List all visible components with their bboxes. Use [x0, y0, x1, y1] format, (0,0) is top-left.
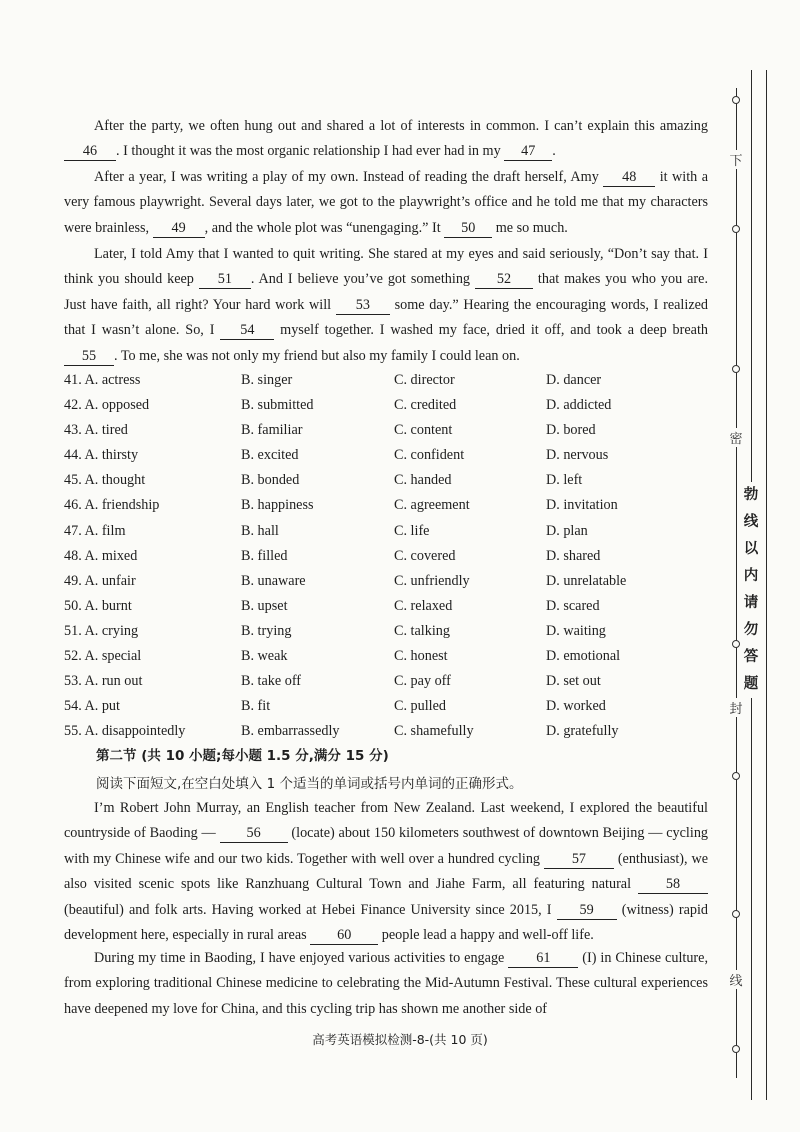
margin-mark-xian: 线 — [726, 970, 746, 989]
option-b[interactable]: B. familiar — [241, 422, 303, 439]
option-c[interactable]: C. handed — [394, 472, 452, 489]
option-row — [64, 695, 714, 720]
text-run: . — [552, 143, 556, 160]
option-a[interactable]: 43. A. tired — [64, 422, 128, 439]
text-run: . I thought it was the most organic relationship I had ever had in my — [116, 143, 505, 160]
option-a[interactable]: 53. A. run out — [64, 673, 143, 690]
option-row — [64, 369, 714, 394]
blank-55[interactable]: 55 — [64, 347, 114, 366]
option-a[interactable]: 44. A. thirsty — [64, 447, 139, 464]
margin-circle — [732, 910, 740, 918]
section-instruction: 阅读下面短文,在空白处填入 1 个适当的单词或括号内单词的正确形式。 — [96, 776, 523, 792]
option-row — [64, 520, 714, 545]
option-d[interactable]: D. dancer — [546, 372, 602, 388]
margin-line-inner — [736, 88, 737, 1078]
text-run: After the party, we often hung out and shared a lot of interests in common. I can’t explain this amazing — [94, 118, 708, 134]
text-run: (locate) about 150 kilometers southwest of downtown Beijing — cycling with my Chinese wife and our two kids. Together with well over a hundred cycling — [64, 825, 709, 867]
text-run: During my time in Baoding, I have enjoyed various activities to engage — [94, 950, 509, 966]
blank-51[interactable]: 51 — [199, 270, 251, 289]
option-a[interactable]: 47. A. film — [64, 522, 126, 539]
option-d[interactable]: D. waiting — [546, 622, 606, 639]
text-run: . To me, she was not only my friend but also my family I could lean on. — [114, 347, 520, 364]
option-row — [64, 570, 714, 595]
option-a[interactable]: 50. A. burnt — [64, 597, 132, 614]
option-c[interactable]: C. unfriendly — [394, 572, 470, 589]
option-d[interactable]: D. shared — [546, 547, 601, 564]
option-c[interactable]: C. agreement — [394, 497, 470, 514]
passage1-paragraph-3 — [64, 242, 708, 369]
option-a[interactable]: 41. A. actress — [64, 372, 141, 388]
option-c[interactable]: C. credited — [394, 397, 457, 414]
option-d[interactable]: D. set out — [546, 673, 601, 690]
option-row — [64, 469, 714, 494]
option-c[interactable]: C. director — [394, 372, 455, 388]
option-d[interactable]: D. plan — [546, 522, 588, 539]
option-c[interactable]: C. relaxed — [394, 597, 453, 614]
notice-char: 题 — [743, 676, 759, 692]
option-b[interactable]: B. bonded — [241, 472, 300, 489]
text-run: , and the whole plot was “unengaging.” It — [204, 219, 445, 236]
blank-47[interactable]: 47 — [504, 142, 552, 161]
option-b[interactable]: B. hall — [241, 522, 279, 539]
page-footer: 高考英语模拟检测-8-(共 10 页) — [312, 1032, 488, 1047]
option-a[interactable]: 52. A. special — [64, 648, 142, 665]
notice-char: 请 — [743, 595, 759, 611]
option-b[interactable]: B. submitted — [241, 397, 314, 414]
text-run: myself together. I washed my face, dried it off, and took a deep breath — [274, 322, 709, 339]
blank-54[interactable]: 54 — [220, 321, 274, 340]
option-c[interactable]: C. shamefully — [394, 723, 474, 740]
margin-notice — [740, 482, 762, 698]
option-row — [64, 545, 714, 570]
margin-circle — [732, 1045, 740, 1053]
margin-circle — [732, 96, 740, 104]
blank-49[interactable]: 49 — [153, 219, 205, 238]
option-a[interactable]: 48. A. mixed — [64, 547, 138, 564]
text-run: it with a very famous playwright. Several days later, we got to the playwright’s office and he told me that my characters were brainless, — [64, 169, 708, 236]
option-a[interactable]: 45. A. thought — [64, 472, 146, 489]
notice-char: 以 — [743, 541, 759, 557]
option-d[interactable]: D. invitation — [546, 497, 618, 514]
blank-61[interactable]: 61 — [508, 949, 578, 968]
text-run: (beautiful) and folk arts. Having worked at Hebei Finance University since 2015, I — [64, 901, 557, 918]
option-c[interactable]: C. life — [394, 522, 430, 539]
option-d[interactable]: D. addicted — [546, 397, 612, 414]
option-b[interactable]: B. weak — [241, 648, 288, 665]
option-row — [64, 444, 714, 469]
option-a[interactable]: 55. A. disappointedly — [64, 723, 186, 740]
option-d[interactable]: D. left — [546, 472, 583, 489]
blank-48[interactable]: 48 — [603, 168, 655, 187]
option-row — [64, 494, 714, 519]
option-a[interactable]: 42. A. opposed — [64, 397, 150, 414]
text-run: (enthusiast), we also visited scenic spots like Ranzhuang Cultural Town and Jiahe Farm, all featuring natural — [64, 850, 708, 893]
blank-52[interactable]: 52 — [475, 270, 533, 289]
option-c[interactable]: C. honest — [394, 648, 448, 665]
option-a[interactable]: 51. A. crying — [64, 622, 139, 639]
text-run: that makes you who you are. Just have faith, all right? Your hard work will — [64, 271, 708, 313]
blank-57[interactable]: 57 — [544, 850, 614, 869]
margin-mark-mi: 密 — [726, 428, 746, 447]
margin-mark-xia: 下 — [726, 150, 746, 169]
text-run: After a year, I was writing a play of my own. Instead of reading the draft herself, Amy — [94, 169, 604, 185]
option-b[interactable]: B. excited — [241, 447, 299, 464]
text-run: some day.” Hearing the encouraging words, I realized that I wasn’t alone. So, I — [64, 296, 709, 339]
blank-59[interactable]: 59 — [557, 901, 617, 920]
option-row — [64, 595, 714, 620]
option-b[interactable]: B. filled — [241, 547, 288, 564]
blank-56[interactable]: 56 — [220, 824, 288, 843]
option-row — [64, 419, 714, 444]
answer-options — [64, 369, 714, 745]
notice-char: 勃 — [743, 487, 759, 503]
option-d[interactable]: D. unrelatable — [546, 572, 627, 589]
option-b[interactable]: B. take off — [241, 673, 302, 690]
option-d[interactable]: D. gratefully — [546, 723, 619, 740]
blank-50[interactable]: 50 — [444, 219, 492, 238]
option-c[interactable]: C. pay off — [394, 673, 451, 690]
option-row — [64, 620, 714, 645]
blank-58[interactable]: 58 — [638, 875, 708, 894]
option-row — [64, 645, 714, 670]
text-run: people lead a happy and well-off life. — [378, 927, 594, 944]
notice-char: 答 — [743, 649, 759, 665]
blank-60[interactable]: 60 — [310, 926, 378, 945]
option-c[interactable]: C. covered — [394, 547, 456, 564]
option-c[interactable]: C. pulled — [394, 698, 447, 715]
passage1-paragraph-1 — [64, 114, 708, 165]
option-d[interactable]: D. emotional — [546, 648, 621, 665]
margin-circle — [732, 772, 740, 780]
option-a[interactable]: 46. A. friendship — [64, 497, 160, 514]
text-run: (witness) rapid development here, especially in rural areas — [64, 901, 708, 944]
option-c[interactable]: C. confident — [394, 447, 465, 464]
margin-circle — [732, 365, 740, 373]
option-b[interactable]: B. unaware — [241, 572, 306, 589]
option-b[interactable]: B. singer — [241, 372, 293, 388]
passage2-paragraph-1 — [64, 796, 708, 948]
text-run: (I) in Chinese culture, from exploring traditional Chinese medicine to celebrating the Mid-Autumn Festival. These cultural experiences have deepened my love for China, and this cycling trip has shown me another side of — [64, 950, 708, 1017]
option-b[interactable]: B. fit — [241, 698, 271, 715]
option-b[interactable]: B. trying — [241, 622, 292, 639]
option-d[interactable]: D. worked — [546, 698, 606, 715]
blank-46[interactable]: 46 — [64, 142, 116, 161]
notice-char: 勿 — [743, 622, 759, 638]
option-row — [64, 720, 714, 745]
text-run: Later, I told Amy that I wanted to quit writing. She stared at my eyes and said seriously, “Don’t say that. I think you should keep — [64, 246, 708, 288]
option-b[interactable]: B. happiness — [241, 497, 314, 514]
text-run: I’m Robert John Murray, an English teacher from New Zealand. Last weekend, I explored the beautiful countryside of Baoding — — [64, 800, 708, 842]
margin-circle — [732, 640, 740, 648]
option-d[interactable]: D. nervous — [546, 447, 609, 464]
option-a[interactable]: 49. A. unfair — [64, 572, 136, 589]
passage2-paragraph-2 — [64, 946, 708, 1022]
passage1-paragraph-2 — [64, 165, 708, 241]
option-c[interactable]: C. talking — [394, 622, 450, 639]
margin-mark-feng: 封 — [726, 698, 746, 717]
option-c[interactable]: C. content — [394, 422, 453, 439]
margin-line-outer — [766, 70, 767, 1100]
option-a[interactable]: 54. A. put — [64, 698, 120, 715]
option-row — [64, 394, 714, 419]
option-b[interactable]: B. upset — [241, 597, 288, 614]
option-b[interactable]: B. embarrassedly — [241, 723, 340, 740]
section-heading: 第二节 (共 10 小题;每小题 1.5 分,满分 15 分) — [96, 748, 389, 764]
text-run: . And I believe you’ve got something — [250, 271, 475, 288]
option-d[interactable]: D. bored — [546, 422, 596, 439]
notice-char: 线 — [743, 514, 759, 530]
option-row — [64, 670, 714, 695]
text-run: me so much. — [492, 219, 568, 236]
margin-circle — [732, 225, 740, 233]
blank-53[interactable]: 53 — [336, 296, 390, 315]
option-d[interactable]: D. scared — [546, 597, 600, 614]
notice-char: 内 — [743, 568, 759, 584]
